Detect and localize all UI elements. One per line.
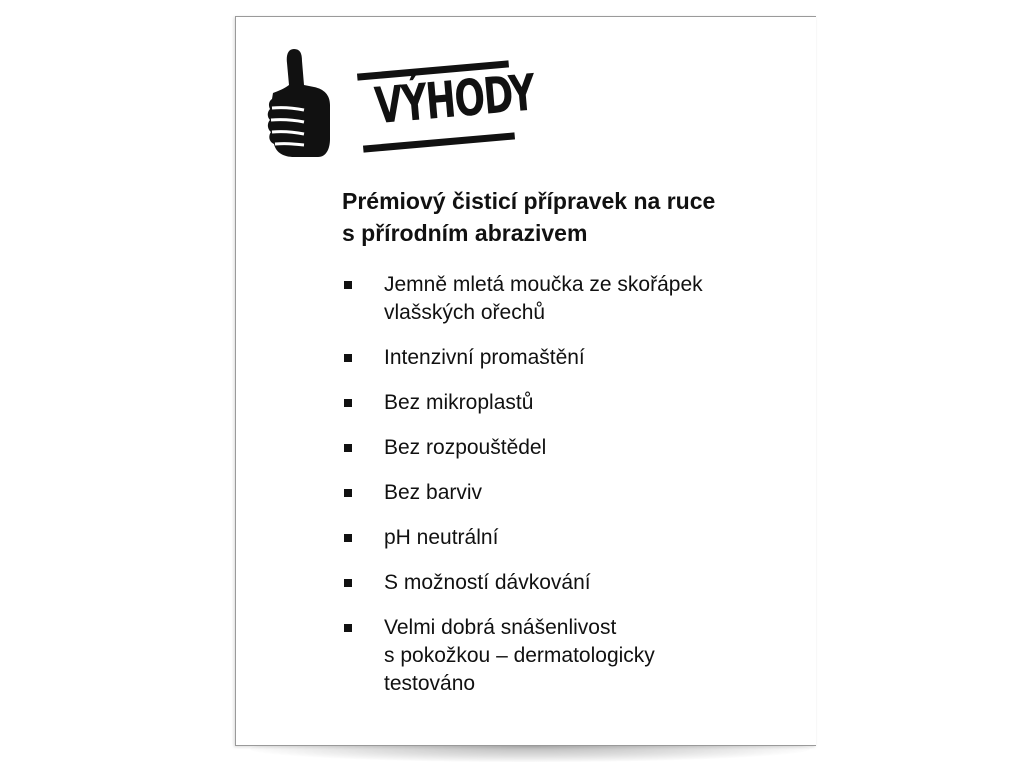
benefit-line: Bez mikroplastů bbox=[384, 391, 534, 414]
benefit-line: Bez barviv bbox=[384, 481, 483, 504]
document-page bbox=[235, 16, 816, 746]
benefit-line: Bez rozpouštědel bbox=[384, 436, 547, 459]
thumbs-up-icon bbox=[264, 45, 332, 161]
bullet-icon bbox=[344, 489, 352, 497]
benefit-item bbox=[342, 389, 802, 417]
bullet-icon bbox=[344, 444, 352, 452]
bullet-icon bbox=[344, 624, 352, 632]
bullet-icon bbox=[344, 354, 352, 362]
bullet-icon bbox=[344, 399, 352, 407]
benefit-item bbox=[342, 479, 802, 507]
heading-line: Prémiový čisticí přípravek na ruce bbox=[342, 188, 716, 214]
benefits-list bbox=[342, 271, 802, 715]
heading-line: s přírodním abrazivem bbox=[342, 220, 588, 246]
advantages-stamp bbox=[351, 53, 537, 157]
benefit-line: Intenzivní promaštění bbox=[384, 346, 585, 369]
benefit-line: testováno bbox=[384, 672, 476, 695]
product-heading bbox=[342, 185, 802, 249]
bullet-icon bbox=[344, 579, 352, 587]
stamp-title: VÝHODY bbox=[372, 63, 537, 136]
benefit-line: S možností dávkování bbox=[384, 571, 591, 594]
benefit-line: Velmi dobrá snášenlivost bbox=[384, 616, 617, 639]
benefit-item bbox=[342, 434, 802, 462]
bullet-icon bbox=[344, 534, 352, 542]
benefit-line: s pokožkou – dermatologicky bbox=[384, 644, 655, 667]
bullet-icon bbox=[344, 281, 352, 289]
benefit-item bbox=[342, 271, 802, 327]
benefit-item bbox=[342, 524, 802, 552]
benefit-line: Jemně mletá moučka ze skořápek bbox=[384, 273, 703, 296]
benefit-item bbox=[342, 344, 802, 372]
benefit-line: vlašských ořechů bbox=[384, 301, 546, 324]
benefit-item bbox=[342, 614, 802, 698]
benefit-line: pH neutrální bbox=[384, 526, 499, 549]
benefit-item bbox=[342, 569, 802, 597]
